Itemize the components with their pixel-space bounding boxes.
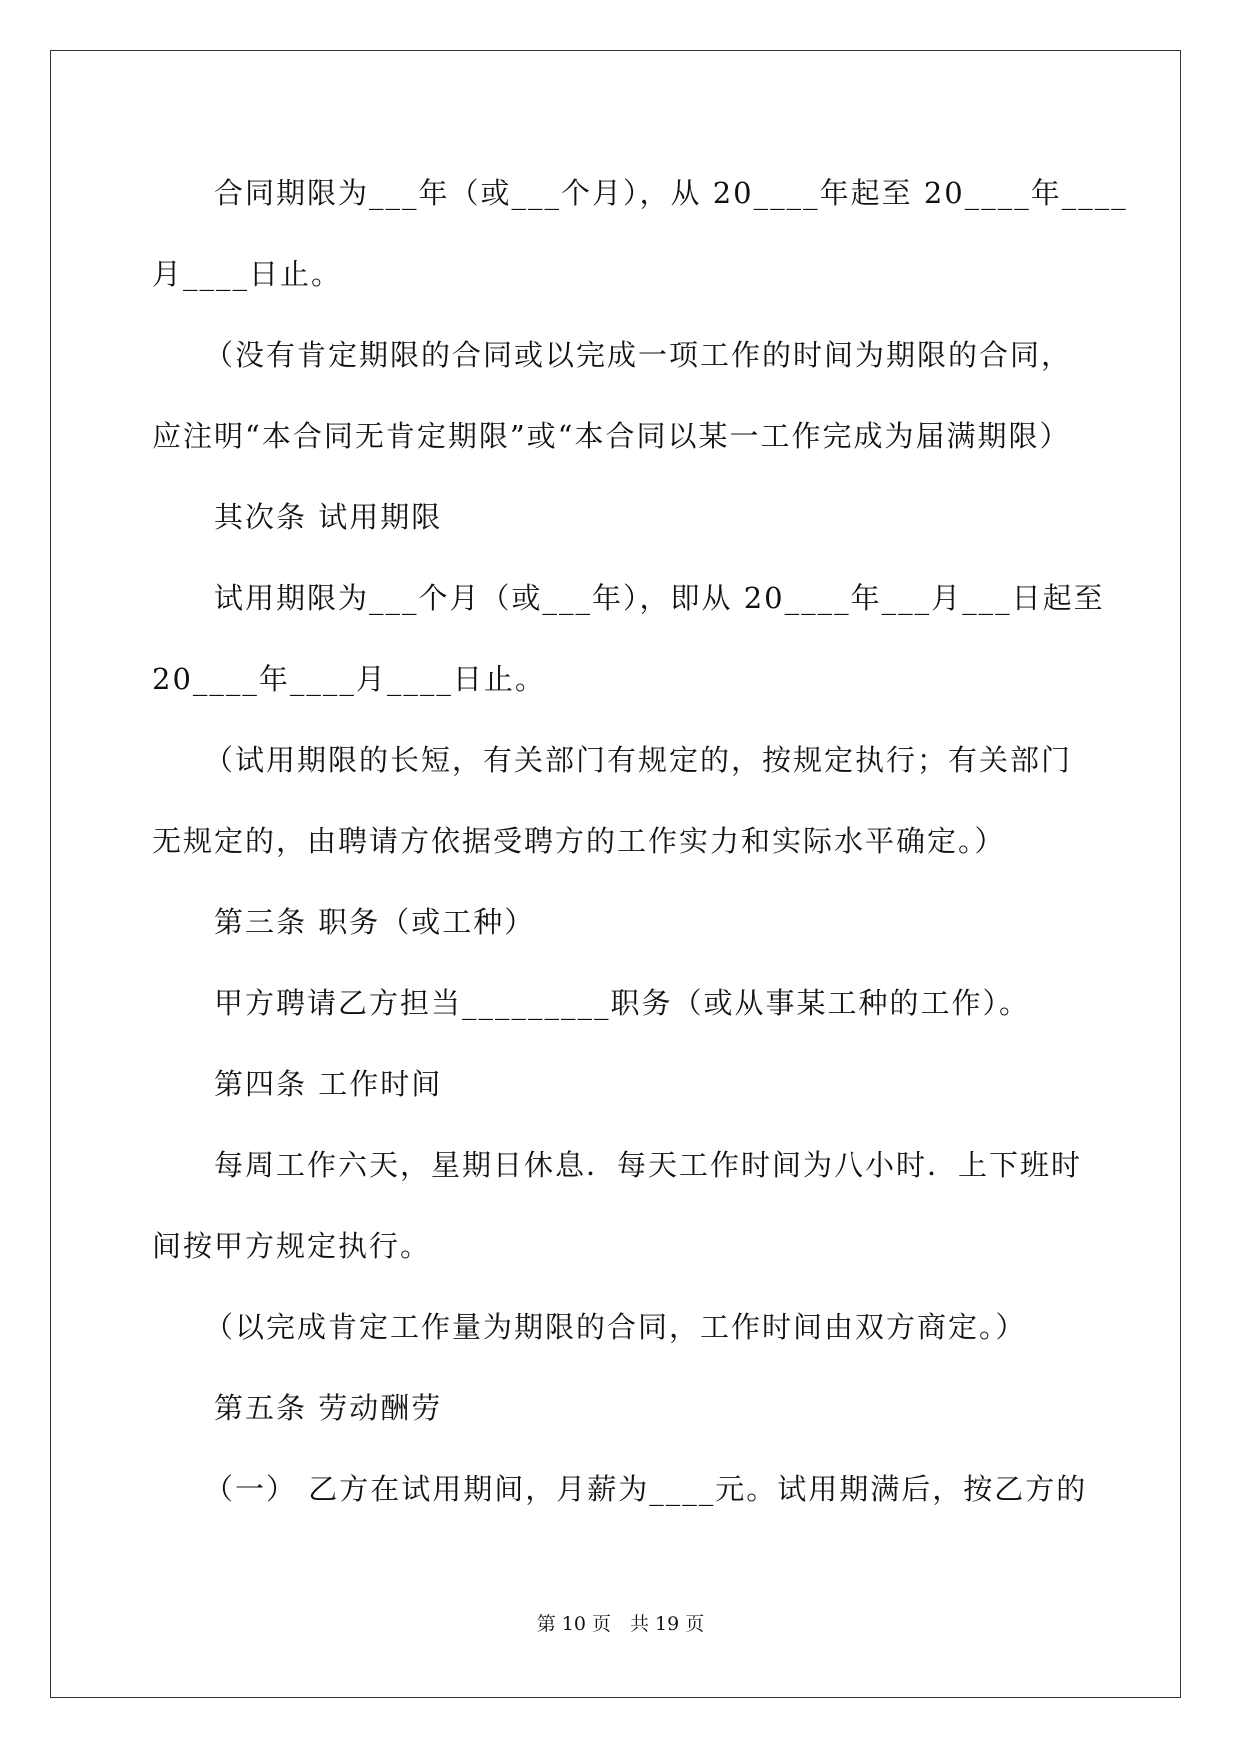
text-line: 甲方聘请乙方担当_________职务（或从事某工种的工作）。 [214,986,1031,1020]
text-line: 间按甲方规定执行。 [152,1229,432,1263]
text-line: 20____年____月____日止。 [152,662,546,696]
text-line: （试用期限的长短，有关部门有规定的，按规定执行；有关部门 [204,743,1073,777]
text-line: 试用期限为___个月（或___年），即从 20____年___月___日起至 [214,581,1105,615]
text-line: 每周工作六天，星期日休息．每天工作时间为八小时．上下班时 [214,1148,1083,1182]
text-line: （以完成肯定工作量为期限的合同，工作时间由双方商定。） [204,1310,1027,1344]
text-line: （没有肯定期限的合同或以完成一项工作的时间为期限的合同， [204,338,1073,372]
text-line: 月____日止。 [152,257,343,291]
section-heading: 其次条 试用期限 [214,500,443,534]
page-number-footer: 第 10 页 共 19 页 [536,1613,705,1635]
text-line: 合同期限为___年（或___个月），从 20____年起至 20____年____ [214,176,1128,210]
section-heading: 第四条 工作时间 [214,1067,443,1101]
section-heading: 第三条 职务（或工种） [214,905,536,939]
text-line: 应注明“本合同无肯定期限”或“本合同以某一工作完成为届满期限） [152,419,1071,453]
section-heading: 第五条 劳动酬劳 [214,1391,443,1425]
text-line: 无规定的，由聘请方依据受聘方的工作实力和实际水平确定。） [152,824,1006,858]
text-line: （一） 乙方在试用期间，月薪为____元。试用期满后，按乙方的 [204,1472,1088,1506]
page-border [50,50,1181,1698]
